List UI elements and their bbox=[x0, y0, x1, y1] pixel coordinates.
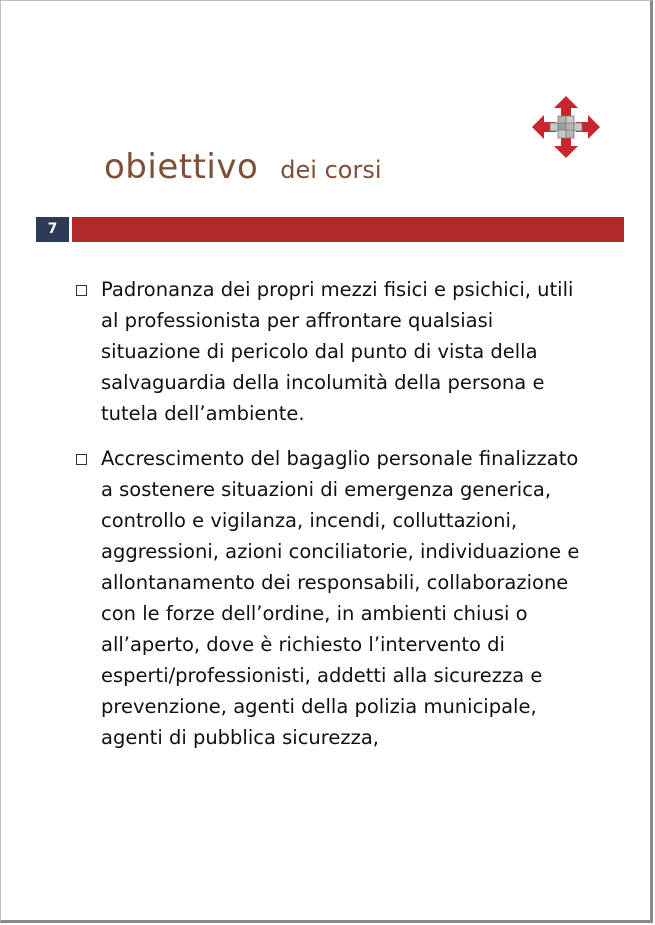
logo-arrow-up bbox=[554, 96, 578, 118]
bullet-item bbox=[73, 274, 593, 429]
square-bullet-icon bbox=[76, 285, 87, 296]
square-bullet-icon bbox=[76, 454, 87, 465]
bullet-item bbox=[73, 443, 593, 753]
accent-bar bbox=[72, 217, 624, 242]
slide-title bbox=[104, 147, 382, 187]
slide-number-badge: 7 bbox=[36, 217, 69, 242]
slide-title-sub: dei corsi bbox=[280, 156, 382, 184]
bullet-text: Padronanza dei propri mezzi fisici e psichici, utili al professionista per affrontare qualsiasi situazione di pericolo dal punto di vista della salvaguardia della incolumità della persona e tutela dell’ambiente. bbox=[101, 278, 574, 425]
bullet-list bbox=[73, 274, 593, 767]
slide-title-main: obiettivo bbox=[104, 147, 259, 187]
bullet-text: Accrescimento del bagaglio personale finalizzato a sostenere situazioni di emergenza generica, controllo e vigilanza, incendi, colluttazioni, aggressioni, azioni conciliatorie, individuazione e allontanamento dei responsabili, collaborazione con le forze dell’ordine, in ambienti chiusi o all’aperto, dove è richiesto l’intervento di esperti/professionisti, addetti alla sicurezza e prevenzione, agenti della polizia municipale, agenti di pubblica sicurezza, bbox=[101, 447, 580, 749]
logo-arrow-down bbox=[554, 136, 578, 158]
four-arrows-cross-icon bbox=[532, 96, 600, 158]
